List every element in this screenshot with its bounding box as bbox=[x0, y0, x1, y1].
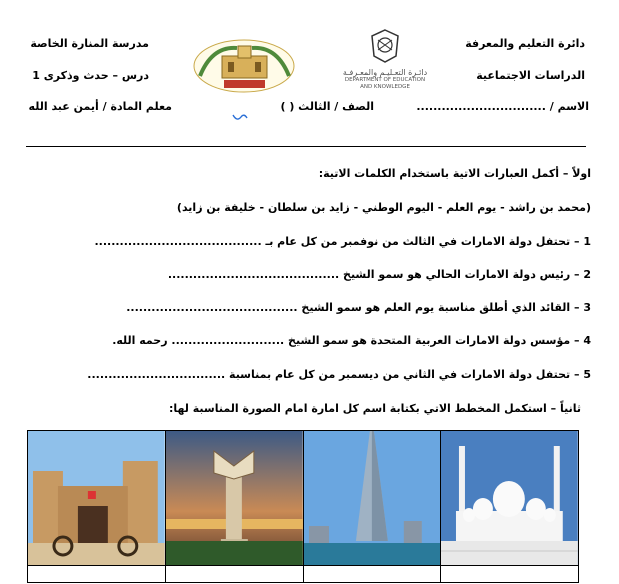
department-logo-english: DEPARTMENT OF EDUCATION bbox=[344, 77, 426, 83]
emirates-photo-grid bbox=[27, 430, 579, 566]
lesson-title: درس – حدث وذكرى 1 bbox=[32, 69, 149, 82]
emblem-icon bbox=[368, 28, 402, 64]
photo-quran-monument bbox=[166, 431, 304, 565]
question-5[interactable]: 5 – تحتفل دولة الامارات في الثاني من ديسمبر من كل عام بمناسبة ................................. bbox=[87, 368, 591, 381]
answer-box-1[interactable] bbox=[28, 564, 166, 582]
word-bank: (محمد بن راشد - يوم العلم - اليوم الوطني - زايد بن سلطان - خليفة بن زايد) bbox=[176, 201, 591, 214]
header-divider bbox=[26, 146, 586, 147]
photo-grand-mosque bbox=[441, 431, 578, 565]
department-logo-english-2: AND KNOWLEDGE bbox=[360, 84, 410, 90]
question-2[interactable]: 2 – رئيس دولة الامارات الحالي هو سمو الشيخ ......................................... bbox=[167, 268, 591, 281]
department-logo-arabic: دائـرة التعـليـم والمعـرفـة bbox=[342, 68, 428, 77]
class-field[interactable]: الصف / الثالث ( ) bbox=[280, 100, 374, 113]
question-3[interactable]: 3 – القائد الذي أطلق مناسبة يوم العلم هو سمو الشيخ ......................................... bbox=[126, 301, 591, 314]
answer-box-4[interactable] bbox=[441, 564, 578, 582]
photo-burj-khalifa bbox=[304, 431, 442, 565]
subject-name: الدراسات الاجتماعية bbox=[476, 69, 585, 82]
section2-title: ثانياً – استكمل المخطط الاتي بكتابة اسم كل امارة امام الصورة المناسبة لها: bbox=[168, 402, 581, 415]
handwritten-mark bbox=[232, 107, 248, 117]
student-name-field[interactable]: الاسم / ............................... bbox=[416, 100, 589, 113]
answer-box-3[interactable] bbox=[304, 564, 442, 582]
school-logo bbox=[192, 36, 297, 94]
answer-row bbox=[27, 564, 579, 583]
department-logo bbox=[330, 28, 440, 96]
question-4[interactable]: 4 – مؤسس دولة الامارات العربية المتحدة هو سمو الشيخ ........................... رحمه الله. bbox=[112, 334, 591, 347]
teacher-name: معلم المادة / أيمن عبد الله bbox=[28, 100, 172, 113]
department-name: دائرة التعليم والمعرفة bbox=[465, 37, 585, 50]
answer-box-2[interactable] bbox=[166, 564, 304, 582]
photo-fort-gate bbox=[28, 431, 166, 565]
question-1[interactable]: 1 – تحتفل دولة الامارات في الثالث من نوفمبر من كل عام بـ ........................................ bbox=[94, 235, 591, 248]
school-name: مدرسة المنارة الخاصة bbox=[30, 37, 149, 50]
section1-title: اولاً – أكمل العبارات الاتية باستخدام الكلمات الاتية: bbox=[318, 167, 591, 180]
